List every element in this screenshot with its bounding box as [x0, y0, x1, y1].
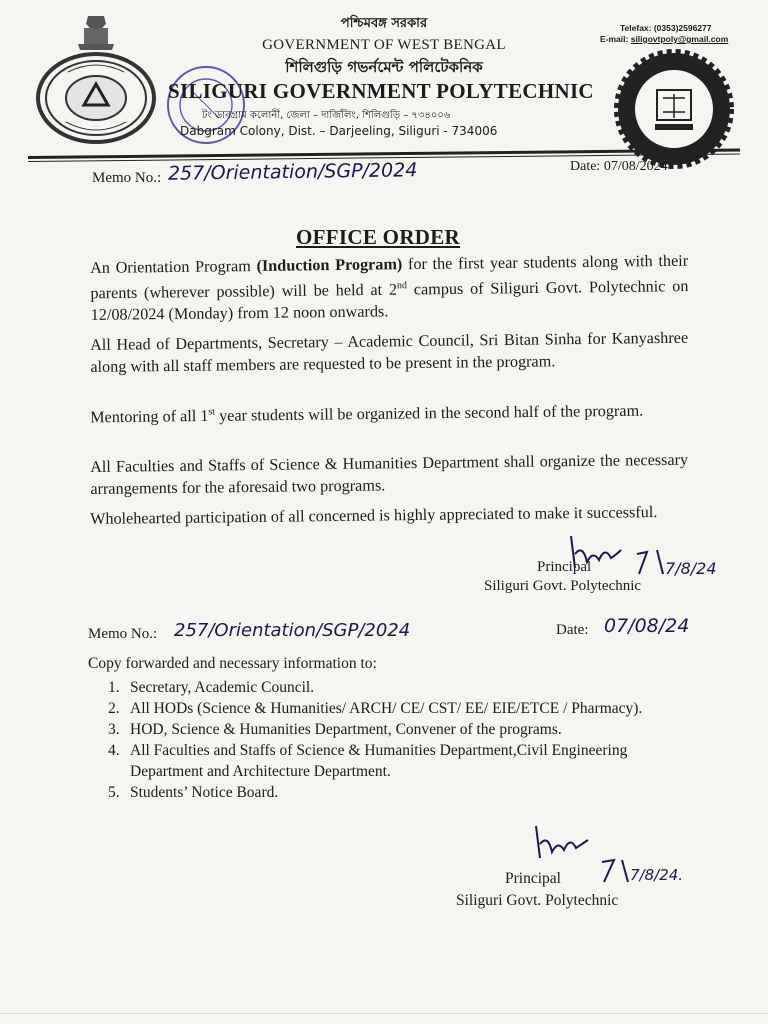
paragraph-arrangements: All Faculties and Staffs of Science & Humanities Department shall organize the necessary arrangements for the aforesaid two programs. [90, 450, 689, 498]
email-address[interactable]: siligovtpoly@gmail.com [630, 34, 729, 44]
list-item: 5. Students’ Notice Board. [108, 784, 279, 801]
memo-label: Memo No.: [92, 170, 162, 186]
government-heading: GOVERNMENT OF WEST BENGAL [262, 37, 506, 53]
copy-recipients-list [108, 677, 668, 803]
college-name: SILIGURI GOVERNMENT POLYTECHNIC [168, 79, 594, 103]
copy-forwarded-intro: Copy forwarded and necessary information to: [88, 655, 377, 672]
email-line [600, 34, 728, 44]
date-label: Date: [556, 622, 589, 638]
signature-date: 7/8/24. [630, 866, 684, 884]
bengali-address: টং ডাবগ্রাম কলোনী, জেলা – দার্জিলিং, শিলিগুড়ি – ৭৩৪০০৬ [202, 110, 451, 121]
memo-label: Memo No.: [88, 626, 158, 642]
date-handwritten: 07/08/24 [604, 615, 690, 637]
bengali-college-name: শিলিগুড়ি গভর্নমেন্ট পলিটেকনিক [285, 58, 483, 76]
email-label: E-mail: [600, 34, 629, 44]
signatory-title: Principal [537, 559, 592, 575]
list-item: 4. All Faculties and Staffs of Science & Humanities Department,Civil Engineering Department and Architecture Department. [108, 742, 628, 780]
college-address: Dabgram Colony, Dist. – Darjeeling, Siliguri - 734006 [180, 124, 498, 138]
list-item: 1. Secretary, Academic Council. [108, 679, 315, 696]
paragraph-mentoring: Mentoring of all 1st year students will be organized in the second half of the program. [90, 401, 644, 427]
paragraph-orientation: An Orientation Program (Induction Program) for the first year students along with their parents (wherever possible) will be held at 2nd campus of Siliguri Govt. Polytechnic on 12/08/2024 (Monday) from 12 noon onwards. [90, 251, 689, 325]
order-date: Date: 07/08/2024 [570, 159, 668, 174]
telefax: Telefax: (0353)2596277 [620, 23, 712, 33]
list-item: 2. All HODs (Science & Humanities/ ARCH/ CE/ CST/ EE/ EIE/ETCE / Pharmacy). [108, 700, 643, 717]
memo-number-handwritten: 257/Orientation/SGP/2024 [167, 159, 418, 185]
paragraph-participation: Wholehearted participation of all concerned is highly appreciated to make it successful. [90, 503, 658, 528]
signatory-institution: Siliguri Govt. Polytechnic [484, 578, 642, 594]
paragraph-attendance: All Head of Departments, Secretary – Academic Council, Sri Bitan Sinha for Kanyashree along with all staff members are requested to be present in the program. [90, 328, 689, 376]
signatory-institution: Siliguri Govt. Polytechnic [456, 892, 619, 909]
memo-number-handwritten: 257/Orientation/SGP/2024 [174, 620, 411, 641]
page-title: OFFICE ORDER [296, 225, 461, 249]
list-item: 3. HOD, Science & Humanities Department, Convener of the programs. [108, 721, 562, 738]
paper-edge [0, 1013, 768, 1014]
bengali-government-heading: পশ্চিমবঙ্গ সরকার [340, 16, 428, 31]
signature-date: 7/8/24 [665, 559, 717, 578]
signatory-title: Principal [505, 870, 561, 887]
